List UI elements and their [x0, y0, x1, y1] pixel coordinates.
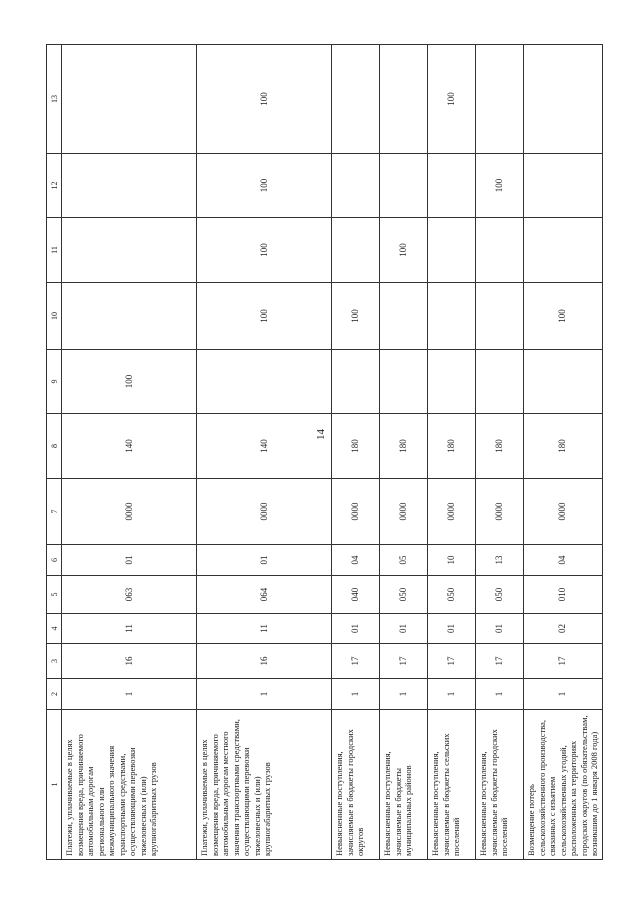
table-cell: 050 [476, 576, 524, 614]
table-row [332, 45, 380, 860]
table-cell [380, 283, 428, 350]
table-cell: 13 [476, 545, 524, 576]
table-cell: 0000 [62, 479, 197, 545]
table-cell [476, 45, 524, 154]
table-cell: 17 [332, 644, 380, 679]
table-cell: 01 [62, 545, 197, 576]
table-cell [476, 218, 524, 283]
revenue-table-container [46, 45, 598, 860]
table-cell [476, 350, 524, 414]
table-cell: 02 [524, 614, 603, 644]
table-cell: 10 [428, 545, 476, 576]
table-cell: 100 [476, 154, 524, 218]
table-cell: 04 [332, 545, 380, 576]
table-cell: 050 [380, 576, 428, 614]
table-cell: 05 [380, 545, 428, 576]
table-cell: 100 [428, 45, 476, 154]
row-description: Платежи, уплачиваемые в целях возмещения вреда, причиняемого автомобильным дорогам регионального или межмуниципального значения транспортными средствами, осуществляющими перевозки тяжеловесных и (или) крупногабаритных грузов [62, 710, 197, 860]
row-description: Невыясненные поступления, зачисляемые в бюджеты сельских поселений [428, 710, 476, 860]
table-cell [476, 283, 524, 350]
revenue-codes-table [46, 44, 603, 860]
table-cell: 04 [524, 545, 603, 576]
table-cell: 050 [428, 576, 476, 614]
table-cell: 100 [197, 218, 332, 283]
table-cell [524, 350, 603, 414]
table-cell [62, 218, 197, 283]
column-header: 10 [47, 283, 62, 350]
table-row [476, 45, 524, 860]
column-header: 13 [47, 45, 62, 154]
table-cell: 0000 [332, 479, 380, 545]
row-description: Возмещение потерь сельскохозяйственного производства, связанных с изъятием сельскохозяйственных угодий, расположенных на территориях городских округов (по обязательствам, возникшим до 1 января 2008 года) [524, 710, 603, 860]
column-header: 5 [47, 576, 62, 614]
table-cell: 17 [476, 644, 524, 679]
table-cell: 17 [428, 644, 476, 679]
table-cell: 17 [380, 644, 428, 679]
table-cell: 180 [332, 414, 380, 479]
table-cell [380, 154, 428, 218]
table-cell: 1 [62, 679, 197, 710]
table-cell: 100 [524, 283, 603, 350]
table-cell: 100 [380, 218, 428, 283]
table-cell [380, 350, 428, 414]
column-header: 4 [47, 614, 62, 644]
table-cell: 01 [332, 614, 380, 644]
table-cell: 1 [332, 679, 380, 710]
row-description: Невыясненные поступления, зачисляемые в бюджеты муниципальных районов [380, 710, 428, 860]
column-header: 11 [47, 218, 62, 283]
table-cell [197, 350, 332, 414]
row-description: Невыясненные поступления, зачисляемые в бюджеты городских поселений [476, 710, 524, 860]
row-description: Невыясненные поступления, зачисляемые в бюджеты городских округов [332, 710, 380, 860]
table-cell [428, 154, 476, 218]
table-cell [524, 45, 603, 154]
table-cell: 063 [62, 576, 197, 614]
table-cell [62, 283, 197, 350]
table-row [62, 45, 197, 860]
table-cell: 180 [524, 414, 603, 479]
column-header: 9 [47, 350, 62, 414]
table-cell: 064 [197, 576, 332, 614]
table-cell: 010 [524, 576, 603, 614]
table-cell [524, 218, 603, 283]
table-cell: 100 [197, 45, 332, 154]
column-header: 3 [47, 644, 62, 679]
table-cell: 0000 [197, 479, 332, 545]
table-row [524, 45, 603, 860]
table-cell: 100 [197, 283, 332, 350]
table-cell [524, 154, 603, 218]
table-cell: 16 [62, 644, 197, 679]
table-cell [62, 45, 197, 154]
table-cell: 0000 [380, 479, 428, 545]
table-cell: 01 [380, 614, 428, 644]
page-number: 14 [315, 429, 327, 440]
table-cell: 1 [524, 679, 603, 710]
table-cell: 16 [197, 644, 332, 679]
table-cell [332, 154, 380, 218]
table-cell: 0000 [476, 479, 524, 545]
column-header: 6 [47, 545, 62, 576]
table-cell: 180 [476, 414, 524, 479]
table-cell: 180 [428, 414, 476, 479]
table-row [197, 45, 332, 860]
table-cell: 11 [197, 614, 332, 644]
table-cell [332, 45, 380, 154]
table-cell [380, 45, 428, 154]
table-cell: 100 [62, 350, 197, 414]
table-cell: 01 [428, 614, 476, 644]
table-cell [332, 218, 380, 283]
table-cell: 0000 [524, 479, 603, 545]
table-cell [428, 218, 476, 283]
table-cell [332, 350, 380, 414]
table-cell: 1 [428, 679, 476, 710]
table-cell: 1 [197, 679, 332, 710]
table-cell [428, 350, 476, 414]
table-cell: 1 [380, 679, 428, 710]
table-cell: 01 [476, 614, 524, 644]
column-number-row [47, 45, 62, 860]
table-cell: 180 [380, 414, 428, 479]
table-cell: 17 [524, 644, 603, 679]
table-cell [428, 283, 476, 350]
table-row [428, 45, 476, 860]
table-cell [62, 154, 197, 218]
table-cell: 040 [332, 576, 380, 614]
table-cell: 1 [476, 679, 524, 710]
table-cell: 140 [197, 414, 332, 479]
table-cell: 100 [197, 154, 332, 218]
column-header: 7 [47, 479, 62, 545]
table-cell: 0000 [428, 479, 476, 545]
column-header: 2 [47, 679, 62, 710]
table-cell: 11 [62, 614, 197, 644]
column-header: 1 [47, 710, 62, 860]
column-header: 8 [47, 414, 62, 479]
table-row [380, 45, 428, 860]
column-header: 12 [47, 154, 62, 218]
row-description: Платежи, уплачиваемые в целях возмещения вреда, причиняемого автомобильным дорогам местного значения транспортными средствами, осуществляющими перевозки тяжеловесных и (или) крупногабаритных грузов [197, 710, 332, 860]
table-cell: 140 [62, 414, 197, 479]
table-cell: 100 [332, 283, 380, 350]
table-cell: 01 [197, 545, 332, 576]
